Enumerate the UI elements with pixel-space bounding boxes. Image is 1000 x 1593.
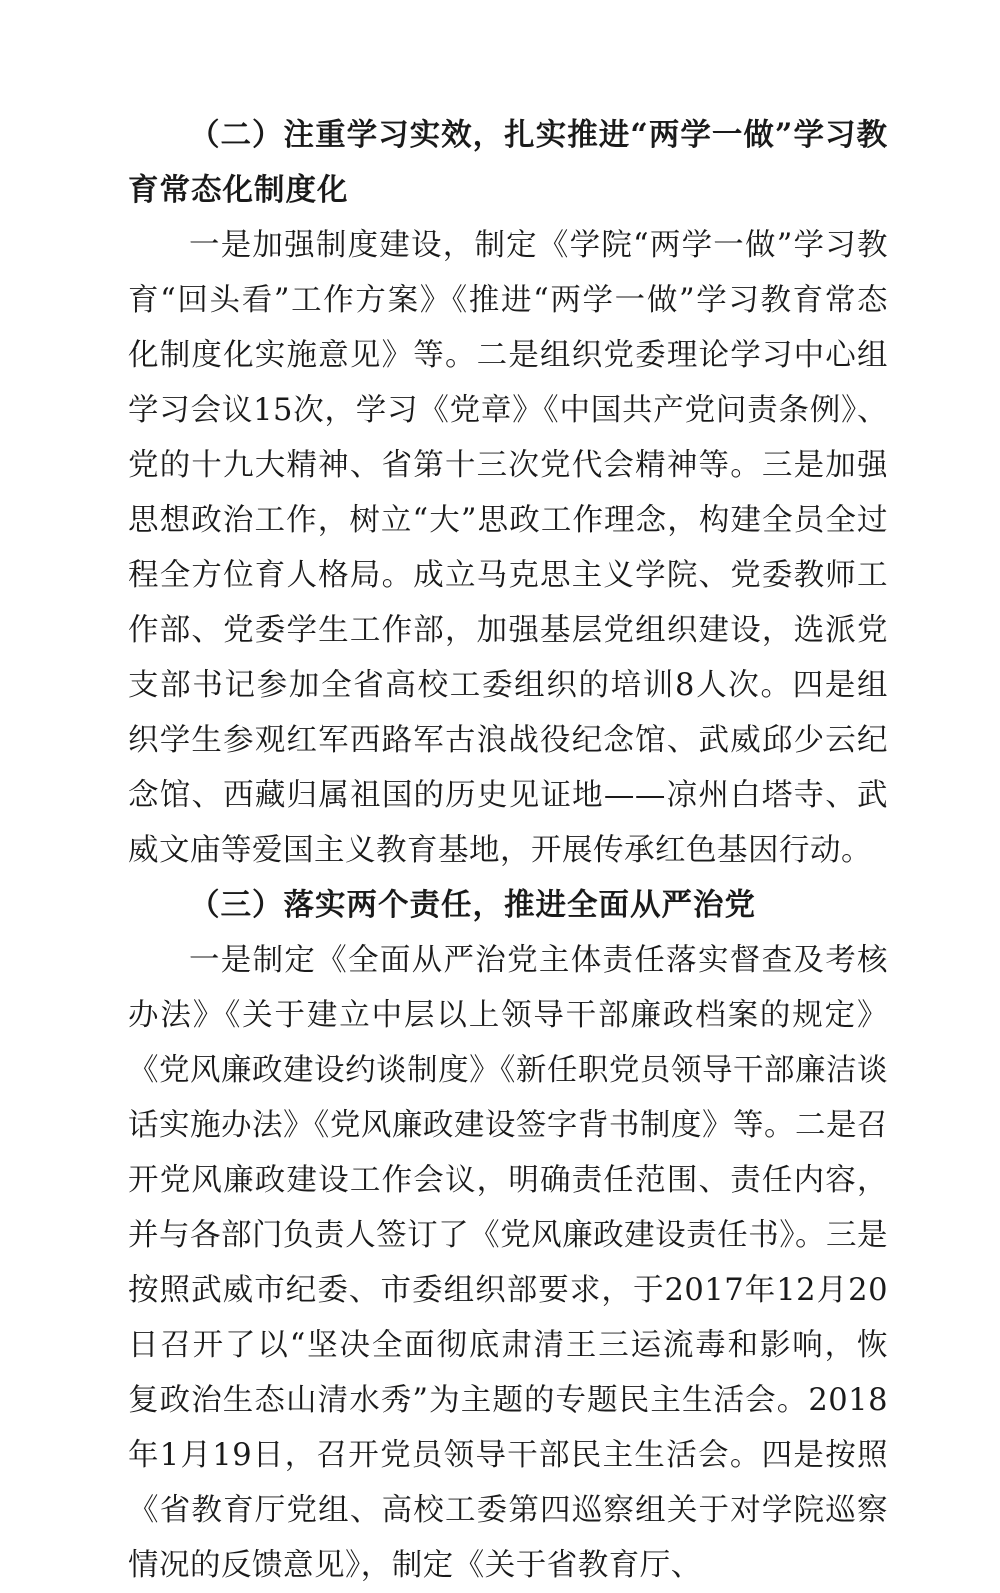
document-body	[128, 108, 888, 1593]
section-2-paragraph-1: 一是加强制度建设，制定《学院“两学一做”学习教育“回头看”工作方案》《推进“两学一做”学习教育常态化制度化实施意见》等。二是组织党委理论学习中心组学习会议15次，学习《党章》《中国共产党问责条例》、党的十九大精神、省第十三次党代会精神等。三是加强思想政治工作，树立“大”思政工作理念，构建全员全过程全方位育人格局。成立马克思主义学院、党委教师工作部、党委学生工作部，加强基层党组织建设，选派党支部书记参加全省高校工委组织的培训8人次。四是组织学生参观红军西路军古浪战役纪念馆、武威邱少云纪念馆、西藏归属祖国的历史见证地——凉州白塔寺、武威文庙等爱国主义教育基地，开展传承红色基因行动。	[128, 228, 888, 868]
section-heading-2: （二）注重学习实效，扎实推进“两学一做”学习教育常态化制度化	[128, 117, 888, 208]
section-heading-3: （三）落实两个责任，推进全面从严治党	[189, 887, 756, 923]
section-3-paragraph-1: 一是制定《全面从严治党主体责任落实督查及考核办法》《关于建立中层以上领导干部廉政档案的规定》《党风廉政建设约谈制度》《新任职党员领导干部廉洁谈话实施办法》《党风廉政建设签字背书制度》等。二是召开党风廉政建设工作会议，明确责任范围、责任内容，并与各部门负责人签订了《党风廉政建设责任书》。三是按照武威市纪委、市委组织部要求，于2017年12月20日召开了以“坚决全面彻底肃清王三运流毒和影响，恢复政治生态山清水秀”为主题的专题民主生活会。2018年1月19日，召开党员领导干部民主生活会。四是按照《省教育厅党组、高校工委第四巡察组关于对学院巡察情况的反馈意见》，制定《关于省教育厅、	[128, 943, 888, 1583]
